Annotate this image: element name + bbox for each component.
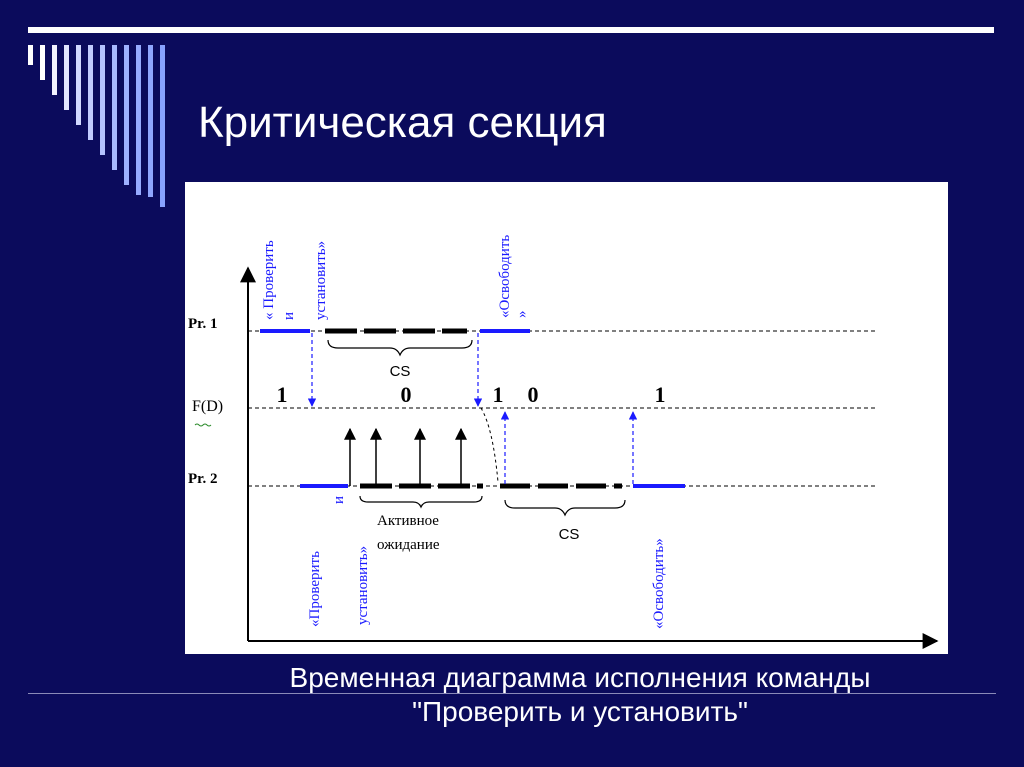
- decorative-bar: [76, 45, 81, 125]
- caption-rule: [28, 693, 996, 694]
- slide-title: Критическая секция: [198, 98, 607, 147]
- pr2-test-line3: установить»: [355, 545, 371, 625]
- timing-diagram: [185, 182, 948, 654]
- pr2-busy-wait-label: [377, 513, 443, 553]
- decorative-bar: [136, 45, 141, 195]
- pr2-test-line1: «Проверить: [307, 551, 323, 627]
- pr1-test-and-set-line1: « Проверить: [261, 240, 277, 320]
- pr2-cs-brace: [505, 500, 625, 515]
- decorative-bar: [160, 45, 165, 207]
- flag-value: 1: [654, 382, 666, 407]
- caption-line-2: "Проверить и установить": [412, 696, 748, 727]
- decorative-bar: [88, 45, 93, 140]
- flag-value: 0: [400, 382, 412, 407]
- flag-value: 1: [492, 382, 504, 407]
- flag-value: 1: [276, 382, 288, 407]
- pr1-test-and-set-line2: и: [281, 311, 297, 320]
- spellcheck-squiggle: [195, 424, 211, 426]
- pr2-cs-label: CS: [558, 526, 580, 543]
- timing-diagram-panel: [185, 182, 948, 654]
- pr2-test-label: [307, 496, 347, 627]
- decorative-bar: [64, 45, 69, 110]
- flag-value: 0: [527, 382, 539, 407]
- decorative-bar: [100, 45, 105, 155]
- pr1-test-and-set-label: [261, 237, 297, 320]
- pr1-release-line2: »: [514, 310, 530, 318]
- pr1-cs-label: CS: [389, 363, 411, 380]
- decorative-bar: [28, 45, 33, 65]
- pr2-test-line2: и: [331, 495, 347, 504]
- pr1-cs-brace: [328, 340, 472, 355]
- pr2-busy-wait-line1: Активное: [377, 513, 439, 529]
- pr2-release-label: «Освободить»: [651, 538, 667, 629]
- pr2-busy-wait-line2: ожидание: [377, 537, 440, 553]
- pr2-busy-wait-brace: [360, 496, 482, 507]
- row-label-pr1: Pr. 1: [188, 316, 218, 332]
- decorative-bar: [148, 45, 153, 197]
- decorative-bar: [112, 45, 117, 170]
- pr1-release-line1: «Освободить: [497, 234, 513, 318]
- top-rule: [28, 27, 994, 33]
- pr1-release-label: [497, 231, 530, 318]
- decorative-bar: [52, 45, 57, 95]
- flag-transition-curve: [481, 408, 498, 482]
- pr1-test-and-set-line3: установить»: [313, 240, 329, 320]
- row-label-pr2: Pr. 2: [188, 471, 218, 487]
- row-label-fd: F(D): [192, 398, 224, 415]
- decorative-bar: [40, 45, 45, 80]
- caption-line-1: Временная диаграмма исполнения команды: [289, 662, 871, 693]
- decorative-bar: [124, 45, 129, 185]
